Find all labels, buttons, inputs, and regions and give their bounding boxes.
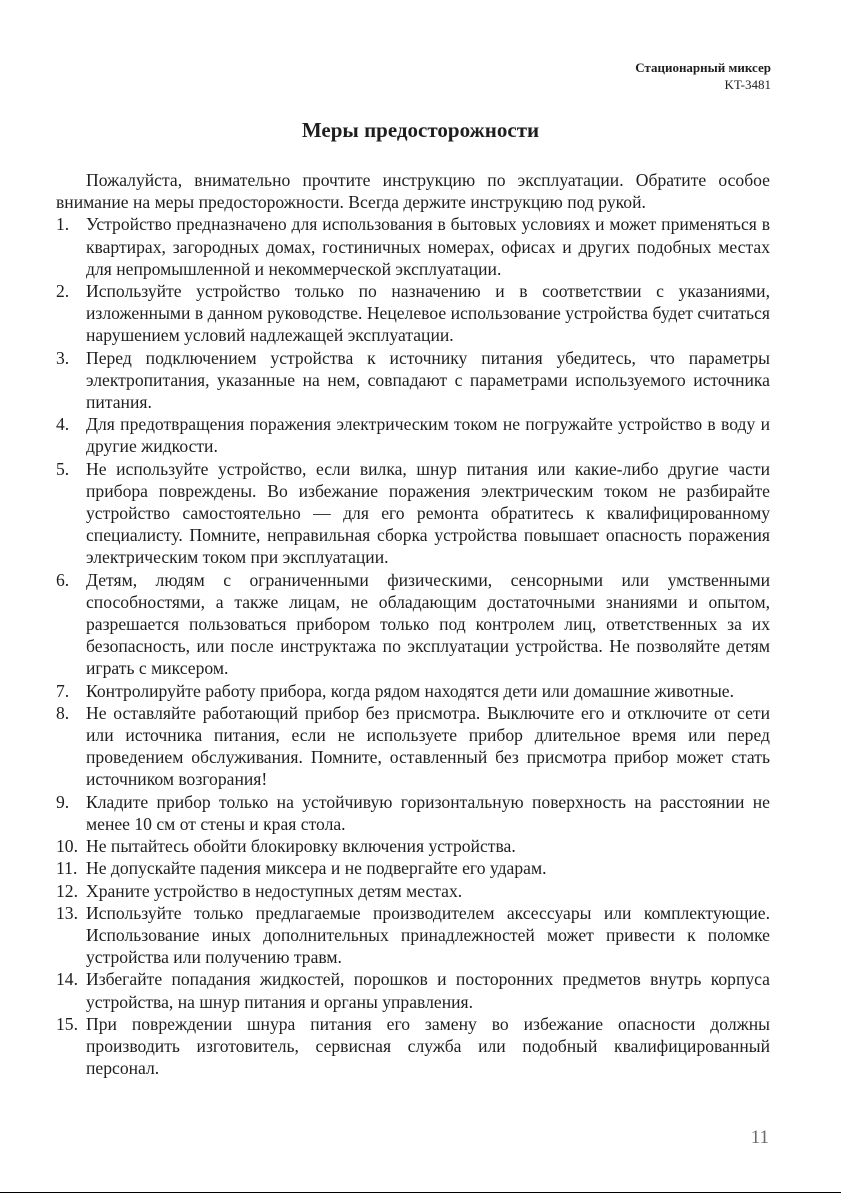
item-text: Не допускайте падения миксера и не подвергайте его ударам. [86, 858, 547, 879]
list-item [56, 569, 770, 680]
item-number: 5. [56, 458, 70, 479]
list-item [56, 458, 770, 569]
item-text: Для предотвращения поражения электрическим током не погружайте устройство в воду и другие жидкости. [86, 414, 770, 457]
page-number: 11 [750, 1127, 769, 1148]
intro-paragraph: Пожалуйста, внимательно прочтите инструкцию по эксплуатации. Обратите особое внимание на меры предосторожности. Всегда держите инструкцию под рукой. [56, 170, 770, 213]
page-header [635, 59, 771, 93]
item-text: Используйте только предлагаемые производителем аксессуары или комплектующие. Использование иных дополнительных принадлежностей может привести к поломке устройства или получению травм. [86, 902, 770, 968]
item-text: При повреждении шнура питания его замену во избежание опасности должны производить изготовитель, сервисная служба или подобный квалифицированный персонал. [86, 1013, 770, 1079]
item-number: 7. [56, 680, 70, 701]
list-item [56, 968, 770, 1012]
item-text: Не оставляйте работающий прибор без присмотра. Выключите его и отключите от сети или источника питания, если не используете прибор длительное время или перед проведением обслуживания. Помните, оставленный без присмотра прибор может стать источником возгорания! [86, 702, 770, 790]
page-content [56, 169, 770, 1079]
item-number: 1. [56, 214, 70, 235]
item-number: 10. [56, 836, 78, 857]
item-number: 2. [56, 281, 70, 302]
list-item [56, 857, 770, 879]
item-text: Не используйте устройство, если вилка, шнур питания или какие-либо другие части прибора повреждены. Во избежание поражения электрическим током не разбирайте устройство самостоятельно — для его ремонта обратитесь к квалифицированному специалисту. Помните, неправильная сборка устройства повышает опасность поражения электрическим током при эксплуатации. [86, 458, 770, 568]
item-text: Храните устройство в недоступных детям местах. [86, 880, 463, 901]
item-text: Избегайте попадания жидкостей, порошков и посторонних предметов внутрь корпуса устройства, на шнур питания и органы управления. [86, 969, 770, 1012]
list-item [56, 680, 770, 702]
item-number: 3. [56, 347, 70, 368]
precautions-list [56, 213, 770, 1079]
item-text: Контролируйте работу прибора, когда рядом находятся дети или домашние животные. [86, 680, 734, 701]
list-item [56, 902, 770, 969]
item-text: Не пытайтесь обойти блокировку включения устройства. [86, 836, 516, 857]
list-item [56, 280, 770, 347]
item-text: Кладите прибор только на устойчивую горизонтальную поверхность на расстоянии не менее 10 см от стены и края стола. [86, 791, 770, 834]
item-text: Детям, людям с ограниченными физическими, сенсорными или умственными способностями, а также лицам, не обладающим достаточными знаниями и опытом, разрешается пользоваться прибором только под контролем лиц, ответственных за их безопасность, или после инструктажа по эксплуатации устройства. Не позволяйте детям играть с миксером. [86, 569, 770, 679]
item-number: 12. [56, 880, 78, 901]
list-item [56, 347, 770, 414]
list-item [56, 835, 770, 857]
item-number: 15. [56, 1013, 78, 1034]
item-number: 8. [56, 702, 70, 723]
list-item [56, 791, 770, 835]
item-text: Используйте устройство только по назначению и в соответствии с указаниями, изложенными в данном руководстве. Нецелевое использование устройства будет считаться нарушением условий надлежащей эксплуатации. [86, 281, 770, 346]
list-item [56, 413, 770, 457]
item-number: 11. [56, 858, 78, 879]
bottom-divider [0, 1192, 841, 1193]
list-item [56, 213, 770, 280]
product-name: Стационарный миксер [635, 60, 771, 75]
item-text: Устройство предназначено для использования в бытовых условиях и может применяться в квартирах, загородных домах, гостиничных номерах, офисах и других подобных местах для непромышленной и некоммерческой эксплуатации. [86, 214, 770, 279]
item-number: 13. [56, 902, 78, 923]
list-item [56, 702, 770, 791]
page-title: Меры предосторожности [301, 118, 540, 142]
item-number: 6. [56, 569, 70, 590]
item-number: 14. [56, 969, 78, 990]
list-item [56, 1013, 770, 1080]
item-number: 4. [56, 414, 70, 435]
list-item [56, 880, 770, 902]
item-text: Перед подключением устройства к источнику питания убедитесь, что параметры электропитания, указанные на нем, совпадают с параметрами используемого источника питания. [86, 347, 770, 413]
model-number: KT-3481 [724, 77, 771, 92]
item-number: 9. [56, 791, 70, 812]
